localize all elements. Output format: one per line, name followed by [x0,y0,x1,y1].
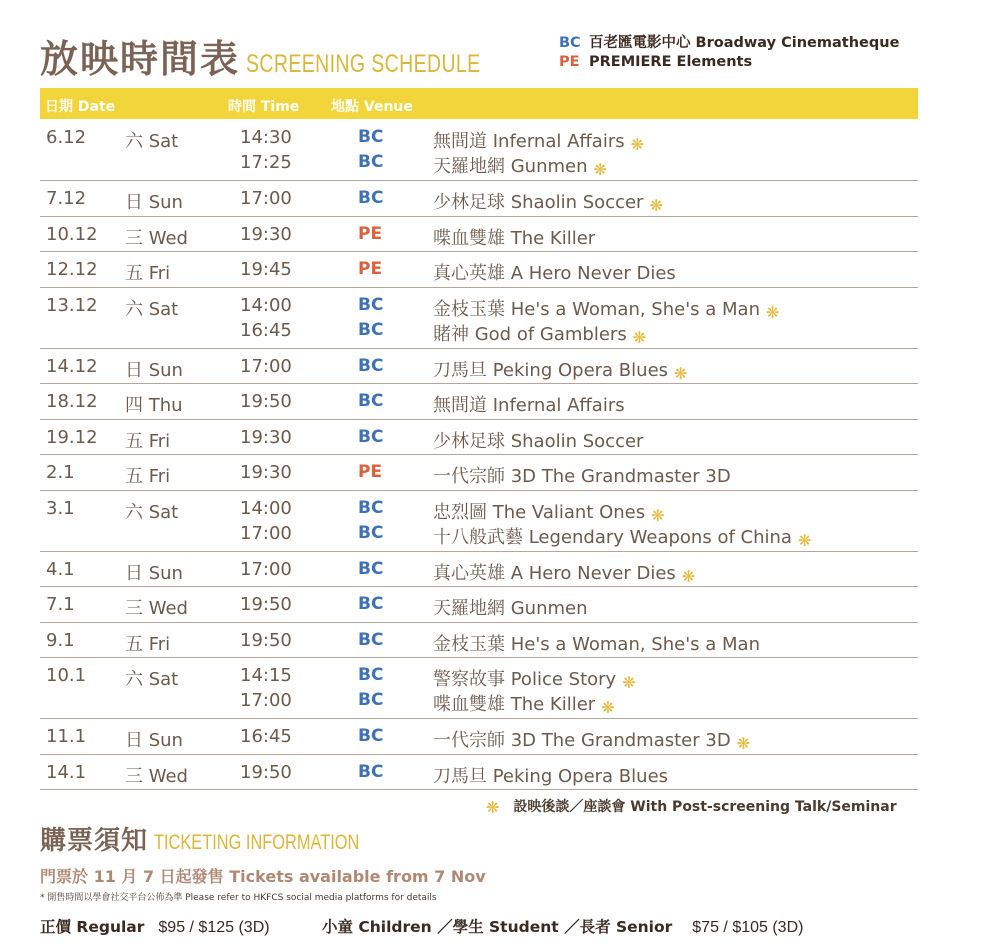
film-title: 金枝玉葉 He's a Woman, She's a Man [433,633,760,655]
schedule-date: 2.1 [46,462,75,483]
schedule-date: 14.12 [46,355,98,377]
show-venue: BC [358,497,384,518]
talk-icon: ❋ [593,160,607,179]
schedule-row [40,288,918,349]
show-film [433,295,779,321]
show-time: 19:30 [240,462,292,483]
show-venue: BC [358,522,384,543]
film-title: 金枝玉葉 He's a Woman, She's a Man [433,298,760,320]
schedule-day: 日 Sun [125,562,183,584]
schedule-row [40,491,918,552]
show-time: 19:45 [240,259,292,280]
show-time: 19:50 [240,391,292,412]
schedule-date: 6.12 [46,127,87,148]
ticketing-title-zh: 購票須知 [40,826,149,856]
schedule-row [40,217,918,253]
show-time: 17:00 [240,188,292,209]
film-title: 十八般武藝 Legendary Weapons of China [433,526,792,548]
schedule-day: 日 Sun [125,359,183,381]
show-time: 19:50 [240,629,292,651]
film-title: 少林足球 Shaolin Soccer [433,192,644,213]
show-venue: BC [358,188,384,208]
film-title: 喋血雙雄 The Killer [433,227,596,249]
schedule-table [40,120,918,790]
schedule-row [40,587,918,623]
talk-icon: ❋ [632,327,647,347]
page-title-en: SCREENING SCHEDULE [246,50,481,78]
legend-code: BC [559,35,581,51]
header-date: 日期 Date [45,99,116,115]
show-film [433,559,695,585]
film-title: 天羅地網 Gunmen [433,156,588,177]
schedule-date: 12.12 [46,259,98,280]
schedule-day: 日 Sun [125,192,183,213]
film-title: 天羅地網 Gunmen [433,598,588,619]
show-venue: BC [358,726,384,746]
schedule-day: 六 Sat [125,298,179,320]
show-time: 19:50 [240,761,292,783]
show-film [433,391,625,417]
header-venue: 地點 Venue [331,99,413,115]
film-title: 真心英雄 A Hero Never Dies [433,263,676,284]
schedule-row [40,455,918,491]
film-title: 警察故事 Police Story [433,669,617,690]
show-film [433,224,595,250]
schedule-date: 11.1 [46,726,87,747]
venue-legend [559,34,899,72]
schedule-day: 六 Sat [125,669,179,690]
schedule-row [40,623,918,659]
show-time: 14:30 [240,127,292,148]
schedule-date: 10.1 [46,665,87,686]
schedule-day: 五 Fri [125,263,171,284]
film-title: 一代宗師 3D The Grandmaster 3D [433,466,731,487]
show-film [433,188,663,214]
film-title: 一代宗師 3D The Grandmaster 3D [433,730,731,751]
schedule-day: 日 Sun [125,730,183,751]
schedule-day: 五 Fri [125,430,171,452]
talk-icon: ❋ [601,698,615,717]
show-venue: BC [358,665,384,685]
talk-icon: ❋ [486,798,500,817]
schedule-date: 18.12 [46,391,98,412]
show-venue: BC [358,761,384,782]
show-venue: BC [358,152,384,172]
film-title: 刀馬旦 Peking Opera Blues [433,359,669,381]
schedule-date: 9.1 [46,629,75,651]
show-venue: BC [358,294,384,315]
schedule-date: 3.1 [46,497,75,519]
show-film [433,356,687,382]
schedule-row [40,719,918,755]
schedule-date: 13.12 [46,294,98,316]
price-concession-label: 小童 Children ／學生 Student ／長者 Senior [322,918,673,936]
talk-footnote [486,796,897,816]
schedule-date: 10.12 [46,223,98,245]
schedule-day: 六 Sat [125,501,179,523]
schedule-date: 7.12 [46,188,87,209]
header-time: 時間 Time [228,99,300,115]
schedule-date: 7.1 [46,594,75,615]
schedule-date: 14.1 [46,761,87,783]
schedule-row [40,384,918,420]
talk-icon: ❋ [765,302,780,322]
show-time: 16:45 [240,726,292,747]
show-time: 17:00 [240,558,292,580]
sale-note: * 開售時間以學會社交平台公佈為準 Please refer to HKFCS social media platforms for details [40,893,437,903]
sale-date: 門票於 11 月 7 日起發售 Tickets available from 7 Nov [40,867,486,886]
show-time: 17:25 [240,152,292,173]
schedule-row [40,252,918,288]
show-time: 17:00 [240,522,292,544]
talk-icon: ❋ [681,566,696,586]
schedule-row [40,658,918,719]
show-time: 14:15 [240,665,292,686]
show-venue: BC [358,558,384,579]
legend-code: PE [559,54,580,70]
film-title: 無間道 Infernal Affairs [433,395,625,416]
show-time: 14:00 [240,294,292,316]
film-title: 無間道 Infernal Affairs [433,131,625,152]
legend-item-pe [559,53,899,72]
schedule-header [40,88,918,119]
talk-icon: ❋ [797,530,812,550]
film-title: 賭神 God of Gamblers [433,323,627,345]
schedule-row [40,420,918,456]
show-film [433,498,665,524]
show-venue: BC [358,426,384,447]
schedule-day: 四 Thu [125,395,183,416]
show-film [433,259,676,285]
schedule-row [40,120,918,181]
show-venue: BC [358,594,384,614]
show-film [433,127,644,153]
ticketing-header [40,820,417,857]
show-venue: PE [358,259,383,279]
price-regular [40,915,270,937]
show-film [433,726,750,752]
legend-text: PREMIERE Elements [589,54,753,70]
show-film [433,690,615,716]
schedule-row [40,349,918,385]
show-time: 19:50 [240,594,292,615]
show-film [433,427,643,453]
schedule-day: 五 Fri [125,466,171,487]
film-title: 忠烈圖 The Valiant Ones [433,501,646,523]
show-film [433,762,668,788]
legend-item-bc [559,34,899,53]
show-time: 17:00 [240,355,292,377]
talk-icon: ❋ [649,196,663,215]
talk-icon: ❋ [674,363,688,383]
show-venue: BC [358,355,384,376]
show-venue: BC [358,391,384,411]
show-film [433,320,646,346]
schedule-row [40,181,918,217]
schedule-day: 六 Sat [125,131,179,152]
film-title: 少林足球 Shaolin Soccer [433,430,644,452]
footnote-text: 設映後談／座談會 With Post-screening Talk/Seminar [513,799,897,815]
show-time: 19:30 [240,223,292,245]
legend-text: 百老匯電影中心 Broadway Cinematheque [589,35,900,51]
show-time: 19:30 [240,426,292,448]
schedule-day: 五 Fri [125,633,171,655]
show-venue: PE [358,223,383,244]
show-time: 17:00 [240,690,292,711]
show-film [433,152,607,178]
film-title: 刀馬旦 Peking Opera Blues [433,765,669,787]
film-title: 真心英雄 A Hero Never Dies [433,562,676,584]
talk-icon: ❋ [630,135,645,154]
price-concession-value: $75 / $105 (3D) [692,919,804,936]
page-title-zh: 放映時間表 [40,36,241,81]
talk-icon: ❋ [622,673,636,692]
show-time: 14:00 [240,497,292,519]
show-venue: BC [358,319,384,340]
price-concession [322,915,803,937]
show-film [433,594,588,620]
schedule-day: 三 Wed [125,227,188,249]
show-film [433,523,811,549]
show-film [433,462,731,488]
show-venue: BC [358,690,384,710]
show-time: 16:45 [240,319,292,341]
talk-icon: ❋ [736,734,751,753]
show-film [433,630,760,656]
schedule-row [40,755,918,791]
page-header [40,28,547,83]
schedule-day: 三 Wed [125,598,188,619]
show-venue: BC [358,127,384,147]
film-title: 喋血雙雄 The Killer [433,694,596,715]
show-film [433,665,636,691]
schedule-row [40,552,918,588]
talk-icon: ❋ [651,505,665,525]
ticketing-title-en: TICKETING INFORMATION [154,831,360,854]
show-venue: BC [358,629,384,650]
show-venue: PE [358,462,383,482]
price-regular-label: 正價 Regular [40,918,145,936]
schedule-date: 19.12 [46,426,98,448]
schedule-day: 三 Wed [125,765,188,787]
schedule-date: 4.1 [46,558,75,580]
price-regular-value: $95 / $125 (3D) [158,919,270,936]
